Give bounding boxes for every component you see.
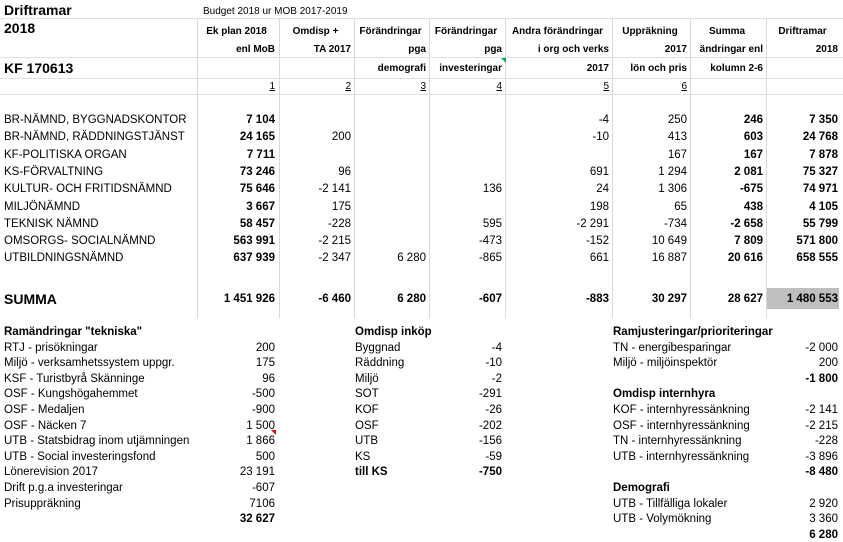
item-label: KOF xyxy=(355,404,379,416)
section-total: -1 800 xyxy=(805,372,838,385)
item-value: -2 000 xyxy=(805,341,838,354)
table-cell: 75 646 xyxy=(239,183,275,196)
table-cell: 413 xyxy=(667,131,687,144)
header-line-2: pga xyxy=(408,44,426,55)
table-cell: 7 809 xyxy=(734,235,763,248)
table-cell: 175 xyxy=(331,200,351,213)
section-title: Omdisp internhyra xyxy=(613,388,716,401)
item-value: 3 360 xyxy=(809,513,838,526)
table-cell: 10 649 xyxy=(651,235,687,248)
table-cell: 563 991 xyxy=(233,235,275,248)
item-value: 1 500 xyxy=(246,419,275,432)
item-value: -228 xyxy=(814,435,838,448)
item-value: -500 xyxy=(251,388,275,401)
table-cell: 438 xyxy=(743,200,763,213)
header-line-1: Omdisp + xyxy=(292,26,339,37)
total-cell: -607 xyxy=(478,293,502,305)
item-label: UTB - Statsbidrag inom utjämningen xyxy=(4,435,190,448)
item-label: OSF - Medaljen xyxy=(4,404,85,416)
header-line-2: TA 2017 xyxy=(313,44,351,55)
row-label: KULTUR- OCH FRITIDSNÄMND xyxy=(4,183,172,196)
header-line-1: Ek plan 2018 xyxy=(206,26,267,37)
item-value: -291 xyxy=(478,388,502,401)
section-total: 32 627 xyxy=(239,513,275,526)
total-cell: 1 451 926 xyxy=(223,293,275,305)
item-value: 2 920 xyxy=(809,497,838,510)
item-label: KS xyxy=(355,450,371,463)
header-line-1: Förändringar xyxy=(359,26,422,37)
header-line-1: Förändringar xyxy=(434,26,498,37)
item-label: OSF xyxy=(355,419,379,432)
table-cell: -228 xyxy=(327,217,351,230)
header-line-1: Uppräkning xyxy=(622,26,678,37)
table-cell: 96 xyxy=(338,165,351,178)
item-label: OSF - internhyressänkning xyxy=(613,419,750,432)
column-number: 3 xyxy=(420,81,426,92)
table-cell: -152 xyxy=(585,235,609,248)
item-label: OSF - Näcken 7 xyxy=(4,419,87,432)
item-label: RTJ - prisökningar xyxy=(4,341,98,354)
table-cell: 73 246 xyxy=(239,165,275,178)
header-line-2: 2017 xyxy=(664,44,687,55)
item-value: -4 xyxy=(491,341,502,354)
row-divider xyxy=(0,78,843,79)
header-line-1: Driftramar xyxy=(778,26,827,37)
document-id: KF 170613 xyxy=(4,60,74,76)
item-label: UTB - Social investeringsfond xyxy=(4,450,156,463)
table-cell: 7 711 xyxy=(246,148,275,161)
item-label: Räddning xyxy=(355,357,405,370)
item-label: UTB xyxy=(355,435,378,448)
table-cell: -734 xyxy=(663,217,687,230)
item-value: 200 xyxy=(818,357,838,370)
table-cell: 603 xyxy=(743,131,763,144)
table-cell: 200 xyxy=(331,131,351,144)
header-line-3: demografi xyxy=(377,63,426,74)
table-cell: 2 081 xyxy=(734,165,763,178)
table-cell: -2 215 xyxy=(318,235,351,248)
header-line-1: Summa xyxy=(708,26,746,37)
item-value: 96 xyxy=(262,372,275,385)
item-label: Miljö - verksamhetssystem uppgr. xyxy=(4,357,175,370)
item-value: 7106 xyxy=(249,497,275,510)
item-value: -59 xyxy=(485,450,502,463)
item-label: UTB - Tillfälliga lokaler xyxy=(613,497,728,510)
section-title: Ramändringar "tekniska" xyxy=(4,326,143,338)
table-cell: -2 291 xyxy=(576,217,609,230)
table-cell: 1 294 xyxy=(658,165,687,178)
table-cell: 658 555 xyxy=(796,252,838,265)
header-line-3: lön och pris xyxy=(630,63,687,74)
table-cell: 74 971 xyxy=(802,183,838,196)
section-total: 6 280 xyxy=(809,528,838,541)
item-label: TN - internhyressänkning xyxy=(613,435,742,448)
row-label: KF-POLITISKA ORGAN xyxy=(4,148,127,161)
table-cell: -2 141 xyxy=(318,183,351,196)
table-cell: 24 165 xyxy=(239,131,275,144)
table-cell: 7 350 xyxy=(809,114,838,126)
item-value: -2 141 xyxy=(805,404,838,416)
column-number: 2 xyxy=(345,81,351,92)
row-label: UTBILDNINGSNÄMND xyxy=(4,252,124,265)
table-cell: -2 347 xyxy=(318,252,351,265)
header-line-2: i org och verks xyxy=(537,44,609,55)
table-cell: 691 xyxy=(589,165,609,178)
row-label: BR-NÄMND, RÄDDNINGSTJÄNST xyxy=(4,131,185,144)
sheet-year: 2018 xyxy=(4,20,36,36)
item-value: 500 xyxy=(255,450,275,463)
section-total-label: till KS xyxy=(355,466,388,479)
item-label: KOF - internhyressänkning xyxy=(613,404,750,416)
table-cell: -675 xyxy=(739,183,763,196)
section-total: -8 480 xyxy=(805,466,838,479)
item-value: -2 215 xyxy=(805,419,838,432)
total-cell: -883 xyxy=(585,293,609,305)
total-cell: -6 460 xyxy=(318,293,351,305)
column-number: 4 xyxy=(496,81,502,92)
row-divider xyxy=(0,57,843,58)
table-cell: 167 xyxy=(743,148,763,161)
item-value: -202 xyxy=(478,419,502,432)
table-cell: -473 xyxy=(478,235,502,248)
header-line-2: 2018 xyxy=(815,44,838,55)
item-label: UTB - internhyressänkning xyxy=(613,450,750,463)
total-cell: 28 627 xyxy=(727,293,763,305)
row-label: KS-FÖRVALTNING xyxy=(4,165,104,178)
header-line-2: ändringar enl xyxy=(699,44,763,55)
table-cell: -10 xyxy=(592,131,609,144)
item-label: Lönerevision 2017 xyxy=(4,466,98,479)
table-cell: 65 xyxy=(674,200,687,213)
row-divider xyxy=(0,18,843,19)
total-cell: 6 280 xyxy=(397,293,426,305)
table-cell: 24 768 xyxy=(802,131,838,144)
header-line-1: Andra förändringar xyxy=(511,26,604,37)
row-divider xyxy=(0,94,843,95)
row-label: OMSORGS- SOCIALNÄMND xyxy=(4,235,156,248)
table-cell: 6 280 xyxy=(397,252,426,265)
section-title: Demografi xyxy=(613,482,670,494)
table-cell: 55 799 xyxy=(802,217,838,230)
row-label: BR-NÄMND, BYGGNADSKONTOR xyxy=(4,114,187,126)
item-value: 175 xyxy=(255,357,275,370)
item-value: -156 xyxy=(478,435,502,448)
item-value: 23 191 xyxy=(239,466,275,479)
table-cell: 16 887 xyxy=(651,252,687,265)
item-label: Miljö - miljöinspektör xyxy=(613,357,718,370)
item-value: -10 xyxy=(485,357,502,370)
table-cell: 1 306 xyxy=(658,183,687,196)
item-label: Miljö xyxy=(355,372,379,385)
item-label: OSF - Kungshögahemmet xyxy=(4,388,138,401)
table-cell: -865 xyxy=(478,252,502,265)
header-line-2: enl MoB xyxy=(236,44,275,55)
table-cell: 571 800 xyxy=(796,235,838,248)
table-cell: 7 878 xyxy=(809,148,838,161)
header-line-2: pga xyxy=(484,44,502,55)
table-cell: 198 xyxy=(589,200,609,213)
table-cell: 637 939 xyxy=(233,252,275,265)
item-value: 1 866 xyxy=(246,435,275,448)
item-label: TN - energibesparingar xyxy=(613,341,732,354)
header-line-3: investeringar xyxy=(439,63,502,74)
column-number: 1 xyxy=(269,81,275,92)
table-cell: 24 xyxy=(596,183,609,196)
header-line-3: kolumn 2-6 xyxy=(710,63,763,74)
item-value: -2 xyxy=(491,372,502,385)
table-cell: 661 xyxy=(589,252,609,265)
table-cell: 20 616 xyxy=(727,252,763,265)
column-number: 5 xyxy=(603,81,609,92)
total-cell: 1 480 553 xyxy=(786,293,838,305)
table-cell: 75 327 xyxy=(802,165,838,178)
item-label: Prisuppräkning xyxy=(4,497,81,510)
note-marker[interactable] xyxy=(501,58,506,63)
section-title: Omdisp inköp xyxy=(355,326,432,338)
table-cell: 250 xyxy=(667,114,687,126)
item-value: -3 896 xyxy=(805,450,838,463)
table-cell: 136 xyxy=(482,183,502,196)
total-label: SUMMA xyxy=(4,291,57,307)
table-cell: -2 658 xyxy=(730,217,763,230)
table-cell: 3 667 xyxy=(246,200,275,213)
item-label: KSF - Turistbyrå Skänninge xyxy=(4,372,145,385)
column-number: 6 xyxy=(681,81,687,92)
row-label: TEKNISK NÄMND xyxy=(4,217,99,230)
table-cell: 58 457 xyxy=(239,217,275,230)
row-label: MILJÖNÄMND xyxy=(4,200,81,213)
table-cell: 7 104 xyxy=(246,114,275,126)
sheet-title: Driftramar xyxy=(4,2,72,18)
total-cell: 30 297 xyxy=(651,293,687,305)
table-cell: 595 xyxy=(482,217,502,230)
table-cell: 167 xyxy=(667,148,687,161)
table-cell: -4 xyxy=(598,114,609,126)
item-label: SOT xyxy=(355,388,379,401)
section-title: Ramjusteringar/prioriteringar xyxy=(613,326,773,338)
section-total: -750 xyxy=(478,466,502,479)
item-value: -26 xyxy=(485,404,502,416)
sheet-subtitle: Budget 2018 ur MOB 2017-2019 xyxy=(203,6,348,17)
item-label: Drift p.g.a investeringar xyxy=(4,482,123,494)
item-label: UTB - Volymökning xyxy=(613,513,712,526)
item-value: 200 xyxy=(255,341,275,354)
header-line-3: 2017 xyxy=(586,63,609,74)
item-label: Byggnad xyxy=(355,341,401,354)
table-cell: 4 105 xyxy=(809,200,838,213)
item-value: -900 xyxy=(251,404,275,416)
table-cell: 246 xyxy=(743,114,763,126)
item-value: -607 xyxy=(251,482,275,494)
